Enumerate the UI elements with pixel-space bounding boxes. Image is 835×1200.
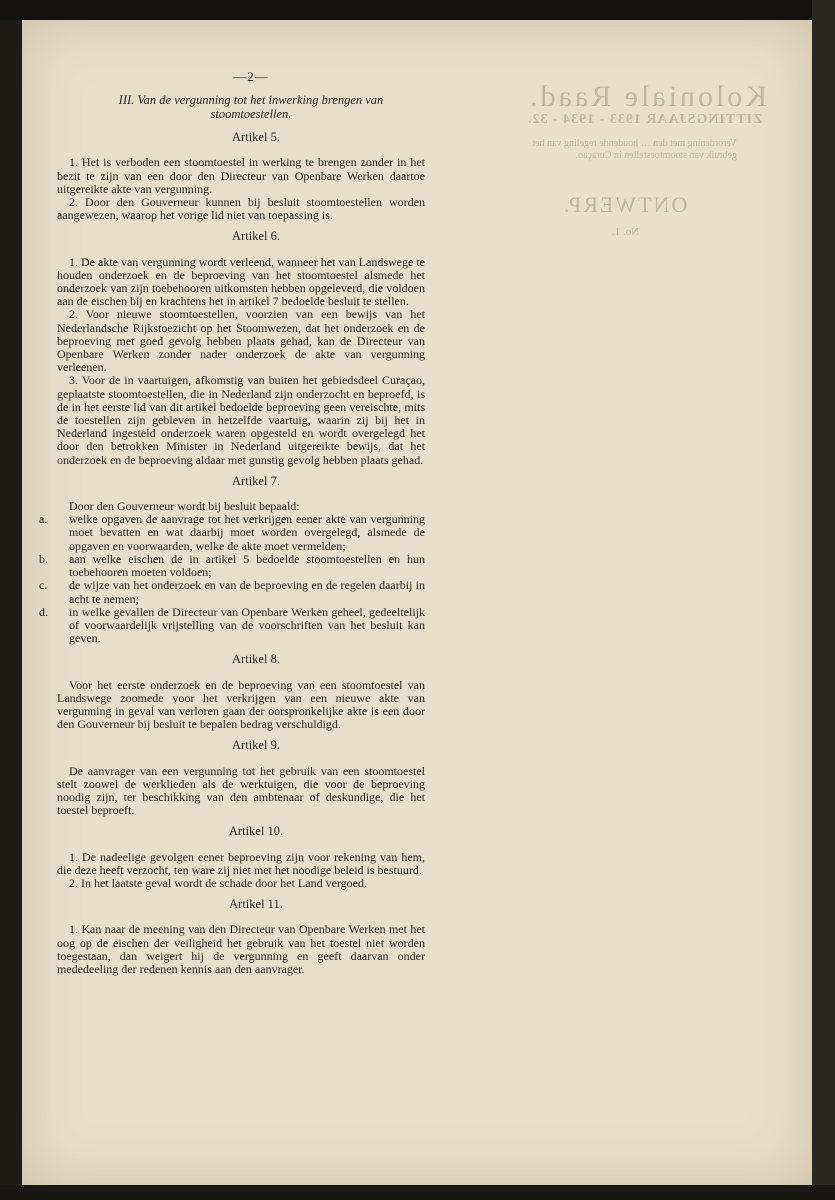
article-intro: Door den Gouverneur wordt bij besluit bepaald: bbox=[69, 499, 300, 514]
item-text: aan welke eischen de in artikel 5 bedoelde stoomtoestellen en hun toebehooren moeten voldoen; bbox=[69, 551, 425, 580]
article-item bbox=[39, 578, 425, 606]
item-text: welke opgaven de aanvrage tot het verkrijgen eener akte van vergunning moet bevatten en wat daarbij moet worden overgelegd, alsmede de opgaven en voorwaarden, welke de akte moet vermelden; bbox=[69, 512, 425, 553]
item-marker: d. bbox=[39, 604, 48, 619]
article-title: Artikel 11. bbox=[229, 897, 283, 912]
section-heading: III. Van de vergunning tot het inwerking brengen van stoomtoestellen. bbox=[118, 93, 384, 122]
articles-container bbox=[39, 130, 425, 976]
article-item bbox=[39, 551, 425, 580]
article bbox=[57, 653, 425, 731]
page-edge-right bbox=[812, 0, 835, 1200]
bleed-through-subtitle: ZITTINGSJAAR 1933 - 1934 - 32. bbox=[527, 112, 763, 127]
item-marker: a. bbox=[39, 512, 48, 527]
article-paragraph: 1. De nadeelige gevolgen eener beproeving zijn voor rekening van hem, die deze heeft verzocht, ten ware zij niet met het noodige beleid is bestuurd. bbox=[57, 849, 425, 877]
article-paragraph: De aanvrager van een vergunning tot het gebruik van een stoomtoestel stelt zoowel de werklieden als de werktuigen, die voor de beproeving noodig zijn, ter beschikking van den ambtenaar of deskundige, die het toestel beproeft. bbox=[57, 763, 425, 818]
article-paragraph: 3. Voor de in vaartuigen, afkomstig van buiten het gebiedsdeel Curaçao, geplaatste stoomtoestellen, die in Nederland zijn onderzocht en beproefd, is de in het eerste lid van dit artikel bedoelde beproeving geen vereischte, mits de toestellen zijn gebleven in hetzelfde vaartuig, waarin zij bij het in Nederland ingesteld onderzoek waren opgesteld en wordt overgelegd het door den betrokken Minister in Nederland uitgereikte bewijs, dat het onderzoek en de beproeving aldaar met gunstig gevolg hebben plaats gehad. bbox=[57, 373, 425, 467]
article-title: Artikel 5. bbox=[232, 130, 280, 145]
page-edge-bottom bbox=[0, 1185, 835, 1200]
article bbox=[57, 230, 425, 466]
article bbox=[57, 131, 425, 222]
bleed-through-draft-label: ONTWERP. bbox=[562, 192, 688, 217]
bleed-through-title: Koloniale Raad. bbox=[527, 80, 767, 113]
article-item bbox=[39, 604, 425, 646]
article bbox=[39, 473, 425, 646]
page-number: —2— bbox=[233, 69, 269, 84]
item-text: in welke gevallen de Directeur van Openbare Werken geheel, gedeeltelijk of voorwaardelijk vrijstelling van de voorschriften van het besluit kan geven. bbox=[69, 604, 425, 646]
item-marker: c. bbox=[39, 578, 48, 593]
article bbox=[57, 739, 425, 817]
article-paragraph: 2. Door den Gouverneur kunnen bij besluit stoomtoestellen worden aangewezen, waarop het vorige lid niet van toepassing is. bbox=[57, 195, 425, 223]
item-text: de wijze van het onderzoek en van de beproeving en de regelen daarbij in acht te nemen; bbox=[69, 578, 425, 606]
bleed-through-number: No. 1. bbox=[612, 226, 640, 238]
article-paragraph: 2. Voor nieuwe stoomtoestellen, voorzien van een bewijs van het Nederlandsche Rijkstoezicht op het Stoomwezen, dat het onderzoek en de beproeving met goed gevolg hebben plaats gehad, kan de Directeur van Openbare Werken zonder nader onderzoek de akte van vergunning verleenen. bbox=[57, 307, 425, 375]
item-marker: b. bbox=[39, 551, 48, 566]
article-paragraph: 1. De akte van vergunning wordt verleend, wanneer het van Landswege te houden onderzoek en de beproeving van het stoomtoestel alsmede het onderzoek van zijn toebehooren uitkomsten hebben opgeleverd, die voldoen aan de eischen bij en krachtens het in artikel 7 bedoelde besluit te stellen. bbox=[57, 254, 425, 309]
article-paragraph: 2. In het laatste geval wordt de schade door het Land vergoed. bbox=[69, 875, 368, 890]
article bbox=[57, 825, 425, 890]
article bbox=[57, 898, 425, 976]
article-title: Artikel 8. bbox=[232, 652, 280, 667]
article-title: Artikel 7. bbox=[232, 473, 280, 488]
article-item-list bbox=[39, 512, 425, 646]
article-paragraph: 1. Het is verboden een stoomtoestel in werking te brengen zonder in het bezit te zijn van een door den Directeur van Openbare Werken daartoe uitgereikte akte van vergunning. bbox=[57, 155, 425, 196]
bleed-through-description: Verordening met den … houdende regeling van het gebruik van stoomtoestellen in Curaçao. bbox=[532, 138, 737, 161]
article-paragraph: Voor het eerste onderzoek en de beproeving van een stoomtoestel van Landswege zoomede voor het verkrijgen van een nieuwe akte van vergunning in geval van verloren gaan der oorspronkelijke akte is een door den Gouverneur bij besluit te bepalen bedrag verschuldigd. bbox=[57, 677, 425, 732]
article-item bbox=[39, 512, 425, 553]
document-text-column bbox=[39, 69, 425, 984]
article-title: Artikel 6. bbox=[232, 229, 280, 244]
article-title: Artikel 9. bbox=[232, 738, 280, 753]
article-title: Artikel 10. bbox=[228, 824, 284, 839]
scan-frame-top bbox=[0, 0, 835, 20]
article-paragraph: 1. Kan naar de meening van den Directeur van Openbare Werken met het oog op de eischen der veiligheid het gebruik van het toestel niet worden toegestaan, dan weigert hij de vergunning en geeft daarvan onder mededeeling der redenen kennis aan den aanvrager. bbox=[57, 922, 425, 976]
